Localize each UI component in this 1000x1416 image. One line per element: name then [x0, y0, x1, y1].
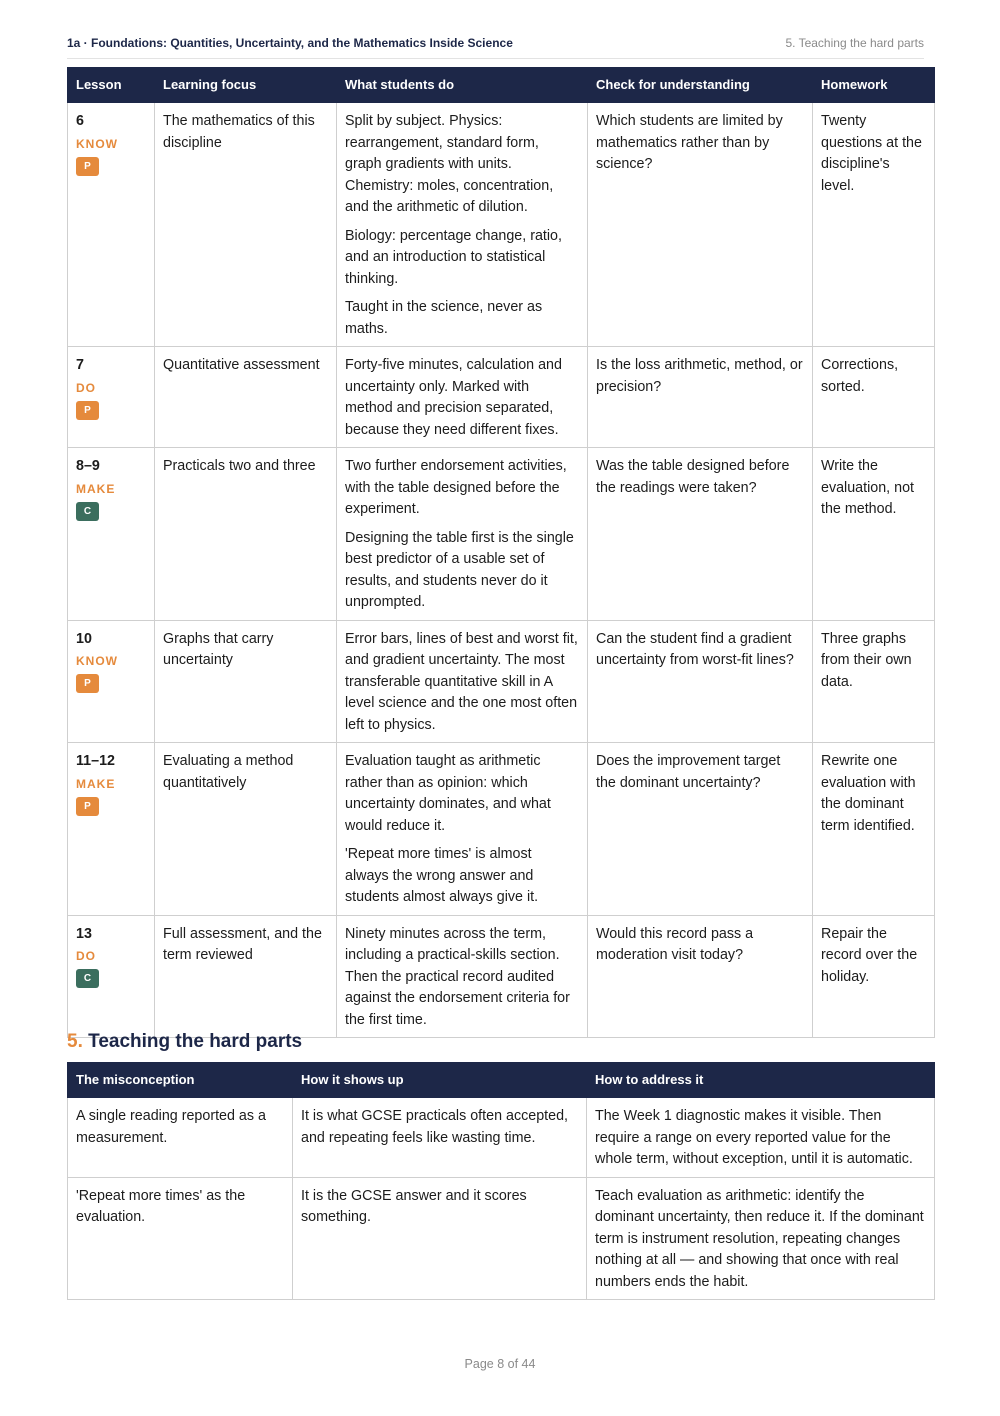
homework-cell: Corrections, sorted. — [813, 347, 935, 448]
table-row — [68, 1098, 935, 1178]
section-title: Teaching the hard parts — [88, 1031, 303, 1052]
lesson-type-tag: DO — [76, 949, 96, 963]
lesson-type-tag: KNOW — [76, 654, 118, 668]
check-cell: Would this record pass a moderation visit today? — [588, 915, 813, 1038]
table-header-row — [68, 1063, 935, 1098]
activity-paragraph: 'Repeat more times' is almost always the wrong answer and students almost always give it. — [345, 846, 539, 905]
learning-focus-cell: Graphs that carry uncertainty — [155, 620, 337, 743]
address-cell: The Week 1 diagnostic makes it visible. Then require a range on every reported value for the whole term, without exception, until it is automatic. — [587, 1098, 935, 1178]
column-header-how-it-shows-up: How it shows up — [293, 1063, 587, 1098]
homework-cell: Rewrite one evaluation with the dominant term identified. — [813, 743, 935, 916]
misconception-cell: 'Repeat more times' as the evaluation. — [68, 1177, 293, 1300]
activity-paragraph: Forty-five minutes, calculation and uncertainty only. Marked with method and precision separated, because they need different fixes. — [345, 357, 562, 438]
lesson-number: 7 — [76, 357, 84, 373]
lesson-cell — [68, 743, 155, 916]
activity-cell — [337, 915, 588, 1038]
lesson-number: 6 — [76, 113, 84, 129]
address-cell: Teach evaluation as arithmetic: identify the dominant uncertainty, then reduce it. If the dominant term is instrument resolution, repeating changes nothing at all — and showing that once with real numbers ends the habit. — [587, 1177, 935, 1300]
table-row — [68, 448, 935, 621]
check-cell: Is the loss arithmetic, method, or precision? — [588, 347, 813, 448]
activity-paragraph: Two further endorsement activities, with the table designed before the experiment. — [345, 458, 567, 517]
section-number: 5. — [67, 1031, 83, 1052]
learning-focus-cell: Quantitative assessment — [155, 347, 337, 448]
misconception-cell: A single reading reported as a measurement. — [68, 1098, 293, 1178]
lesson-badge: C — [76, 969, 99, 988]
check-cell: Can the student find a gradient uncertainty from worst-fit lines? — [588, 620, 813, 743]
table-header-row — [68, 68, 935, 103]
running-header — [67, 36, 924, 59]
activity-cell — [337, 347, 588, 448]
shows-up-cell: It is the GCSE answer and it scores something. — [293, 1177, 587, 1300]
lesson-type-tag: MAKE — [76, 481, 116, 496]
homework-cell: Three graphs from their own data. — [813, 620, 935, 743]
check-cell: Which students are limited by mathematics rather than by science? — [588, 103, 813, 347]
lesson-cell — [68, 915, 155, 1038]
column-header-lesson: Lesson — [68, 68, 155, 103]
lesson-cell — [68, 448, 155, 621]
lesson-number: 13 — [76, 925, 92, 942]
learning-focus-cell: Full assessment, and the term reviewed — [155, 915, 337, 1038]
activity-paragraph: Error bars, lines of best and worst fit, and gradient uncertainty. The most transferable quantitative skill in A level science and the one most often left to physics. — [345, 630, 578, 733]
lesson-cell — [68, 620, 155, 743]
activity-cell — [337, 448, 588, 621]
activity-paragraph: Designing the table first is the single best predictor of a usable set of results, and students never do it unprompted. — [345, 529, 574, 610]
lesson-type-tag: KNOW — [76, 136, 118, 151]
table-row — [68, 1177, 935, 1300]
lesson-cell — [68, 103, 155, 347]
page-number: Page 8 of 44 — [464, 1357, 536, 1371]
activity-cell — [337, 103, 588, 347]
lesson-badge: P — [76, 401, 99, 420]
column-header-learning-focus: Learning focus — [155, 68, 337, 103]
misconceptions-table — [67, 1062, 935, 1300]
learning-focus-cell: Practicals two and three — [155, 448, 337, 621]
column-header-check-for-understanding: Check for understanding — [588, 68, 813, 103]
lesson-plan-table — [67, 67, 935, 1038]
lesson-badge: P — [76, 157, 99, 176]
learning-focus-cell: The mathematics of this discipline — [155, 103, 337, 347]
activity-cell — [337, 743, 588, 916]
lesson-number: 10 — [76, 630, 92, 647]
lesson-number: 11–12 — [76, 753, 115, 769]
section-heading — [67, 1028, 302, 1056]
column-header-how-to-address-it: How to address it — [587, 1063, 935, 1098]
activity-paragraph: Ninety minutes across the term, including a practical-skills section. Then the practical record audited against the endorsement criteria for the first time. — [345, 925, 570, 1028]
table-row — [68, 915, 935, 1038]
lesson-badge: P — [76, 674, 99, 693]
activity-paragraph: Evaluation taught as arithmetic rather than as opinion: which uncertainty dominates, and what would reduce it. — [345, 753, 551, 834]
lesson-badge: P — [76, 797, 99, 816]
shows-up-cell: It is what GCSE practicals often accepted, and repeating feels like wasting time. — [293, 1098, 587, 1178]
activity-paragraph: Biology: percentage change, ratio, and an introduction to statistical thinking. — [345, 227, 562, 287]
column-header-what-students-do: What students do — [337, 68, 588, 103]
activity-cell — [337, 620, 588, 743]
table-row — [68, 347, 935, 448]
document-title: 1a · Foundations: Quantities, Uncertainty, and the Mathematics Inside Science — [67, 36, 513, 50]
table-row — [68, 103, 935, 347]
column-header-homework: Homework — [813, 68, 935, 103]
table-row — [68, 620, 935, 743]
check-cell: Does the improvement target the dominant uncertainty? — [588, 743, 813, 916]
check-cell: Was the table designed before the readings were taken? — [588, 448, 813, 621]
homework-cell: Twenty questions at the discipline's level. — [813, 103, 935, 347]
lesson-number: 8–9 — [76, 458, 100, 474]
column-header-misconception: The misconception — [68, 1063, 293, 1098]
homework-cell: Write the evaluation, not the method. — [813, 448, 935, 621]
learning-focus-cell: Evaluating a method quantitatively — [155, 743, 337, 916]
lesson-type-tag: DO — [76, 380, 96, 395]
current-section-title: 5. Teaching the hard parts — [785, 36, 924, 50]
lesson-type-tag: MAKE — [76, 776, 116, 791]
lesson-cell — [68, 347, 155, 448]
homework-cell: Repair the record over the holiday. — [813, 915, 935, 1038]
activity-paragraph: Taught in the science, never as maths. — [345, 299, 543, 337]
lesson-badge: C — [76, 502, 99, 521]
activity-paragraph: Split by subject. Physics: rearrangement, standard form, graph gradients with units. Chemistry: moles, concentration, and the arithmetic of dilution. — [345, 113, 554, 215]
table-row — [68, 743, 935, 916]
